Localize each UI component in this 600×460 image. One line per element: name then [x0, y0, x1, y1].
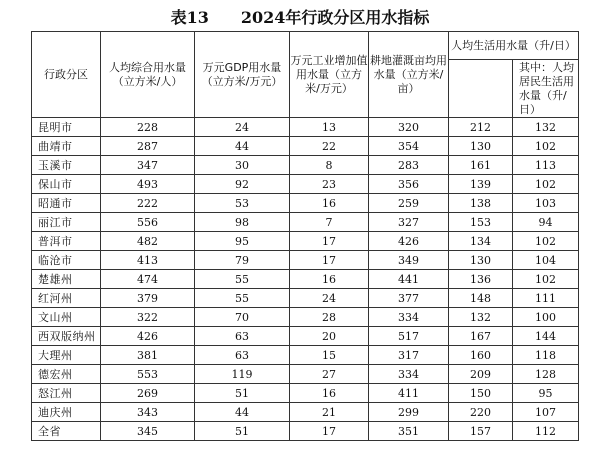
- gdp-cell: 51: [195, 422, 290, 441]
- domestic-cell: 161: [449, 156, 513, 175]
- industry-cell: 16: [290, 194, 369, 213]
- industry-cell: 17: [290, 251, 369, 270]
- header-region: 行政分区: [32, 32, 101, 118]
- region-cell: 大理州: [32, 346, 101, 365]
- gdp-cell: 53: [195, 194, 290, 213]
- per-capita-cell: 343: [101, 403, 195, 422]
- farmland-cell: 283: [369, 156, 449, 175]
- resident-cell: 102: [513, 175, 579, 194]
- gdp-cell: 55: [195, 270, 290, 289]
- resident-cell: 102: [513, 137, 579, 156]
- region-cell: 保山市: [32, 175, 101, 194]
- domestic-cell: 209: [449, 365, 513, 384]
- region-cell: 全省: [32, 422, 101, 441]
- region-cell: 曲靖市: [32, 137, 101, 156]
- industry-cell: 16: [290, 384, 369, 403]
- domestic-cell: 160: [449, 346, 513, 365]
- gdp-cell: 70: [195, 308, 290, 327]
- resident-cell: 104: [513, 251, 579, 270]
- gdp-cell: 92: [195, 175, 290, 194]
- region-cell: 红河州: [32, 289, 101, 308]
- industry-cell: 13: [290, 118, 369, 137]
- table-row: [32, 365, 579, 384]
- farmland-cell: 426: [369, 232, 449, 251]
- farmland-cell: 334: [369, 365, 449, 384]
- industry-cell: 17: [290, 422, 369, 441]
- per-capita-cell: 322: [101, 308, 195, 327]
- table-row: [32, 194, 579, 213]
- per-capita-cell: 474: [101, 270, 195, 289]
- farmland-cell: 354: [369, 137, 449, 156]
- industry-cell: 8: [290, 156, 369, 175]
- per-capita-cell: 287: [101, 137, 195, 156]
- farmland-cell: 377: [369, 289, 449, 308]
- resident-cell: 144: [513, 327, 579, 346]
- industry-cell: 20: [290, 327, 369, 346]
- header-gdp: 万元GDP用水量（立方米/万元）: [195, 32, 290, 118]
- industry-cell: 21: [290, 403, 369, 422]
- gdp-cell: 119: [195, 365, 290, 384]
- region-cell: 怒江州: [32, 384, 101, 403]
- domestic-cell: 139: [449, 175, 513, 194]
- industry-cell: 23: [290, 175, 369, 194]
- domestic-cell: 138: [449, 194, 513, 213]
- per-capita-cell: 553: [101, 365, 195, 384]
- region-cell: 临沧市: [32, 251, 101, 270]
- table-title: 表13 2024年行政分区用水指标: [170, 8, 430, 27]
- table-row: [32, 289, 579, 308]
- gdp-cell: 79: [195, 251, 290, 270]
- domestic-cell: 130: [449, 137, 513, 156]
- gdp-cell: 55: [195, 289, 290, 308]
- region-cell: 文山州: [32, 308, 101, 327]
- header-industry: 万元工业增加值用水量（立方米/万元）: [290, 32, 369, 118]
- per-capita-cell: 413: [101, 251, 195, 270]
- resident-cell: 100: [513, 308, 579, 327]
- gdp-cell: 63: [195, 327, 290, 346]
- per-capita-cell: 493: [101, 175, 195, 194]
- gdp-cell: 44: [195, 403, 290, 422]
- domestic-cell: 157: [449, 422, 513, 441]
- resident-cell: 113: [513, 156, 579, 175]
- domestic-cell: 153: [449, 213, 513, 232]
- farmland-cell: 517: [369, 327, 449, 346]
- per-capita-cell: 222: [101, 194, 195, 213]
- industry-cell: 28: [290, 308, 369, 327]
- farmland-cell: 411: [369, 384, 449, 403]
- table-row: [32, 327, 579, 346]
- table-row: [32, 403, 579, 422]
- industry-cell: 7: [290, 213, 369, 232]
- table-row: [32, 308, 579, 327]
- farmland-cell: 441: [369, 270, 449, 289]
- domestic-cell: 212: [449, 118, 513, 137]
- gdp-cell: 98: [195, 213, 290, 232]
- table-row: [32, 384, 579, 403]
- industry-cell: 15: [290, 346, 369, 365]
- table-row: [32, 118, 579, 137]
- table-row: [32, 213, 579, 232]
- per-capita-cell: 347: [101, 156, 195, 175]
- resident-cell: 95: [513, 384, 579, 403]
- resident-cell: 111: [513, 289, 579, 308]
- farmland-cell: 327: [369, 213, 449, 232]
- gdp-cell: 95: [195, 232, 290, 251]
- table-row: [32, 156, 579, 175]
- resident-cell: 118: [513, 346, 579, 365]
- domestic-cell: 148: [449, 289, 513, 308]
- domestic-cell: 136: [449, 270, 513, 289]
- resident-cell: 102: [513, 232, 579, 251]
- resident-cell: 112: [513, 422, 579, 441]
- farmland-cell: 259: [369, 194, 449, 213]
- farmland-cell: 351: [369, 422, 449, 441]
- per-capita-cell: 556: [101, 213, 195, 232]
- region-cell: 德宏州: [32, 365, 101, 384]
- table-row: [32, 251, 579, 270]
- industry-cell: 16: [290, 270, 369, 289]
- domestic-cell: 130: [449, 251, 513, 270]
- resident-cell: 103: [513, 194, 579, 213]
- farmland-cell: 334: [369, 308, 449, 327]
- gdp-cell: 51: [195, 384, 290, 403]
- per-capita-cell: 345: [101, 422, 195, 441]
- table-body: [32, 118, 579, 441]
- industry-cell: 22: [290, 137, 369, 156]
- per-capita-cell: 381: [101, 346, 195, 365]
- per-capita-cell: 269: [101, 384, 195, 403]
- resident-cell: 94: [513, 213, 579, 232]
- header-farmland: 耕地灌溉亩均用水量（立方米/亩）: [369, 32, 449, 118]
- per-capita-cell: 482: [101, 232, 195, 251]
- header-domestic-total: [449, 60, 513, 118]
- header-resident: 其中：人均居民生活用水量（升/日）: [513, 60, 579, 118]
- region-cell: 昭通市: [32, 194, 101, 213]
- farmland-cell: 317: [369, 346, 449, 365]
- region-cell: 普洱市: [32, 232, 101, 251]
- resident-cell: 128: [513, 365, 579, 384]
- gdp-cell: 44: [195, 137, 290, 156]
- resident-cell: 107: [513, 403, 579, 422]
- domestic-cell: 167: [449, 327, 513, 346]
- region-cell: 昆明市: [32, 118, 101, 137]
- industry-cell: 24: [290, 289, 369, 308]
- region-cell: 楚雄州: [32, 270, 101, 289]
- table-row: [32, 270, 579, 289]
- domestic-cell: 220: [449, 403, 513, 422]
- domestic-cell: 134: [449, 232, 513, 251]
- farmland-cell: 356: [369, 175, 449, 194]
- region-cell: 玉溪市: [32, 156, 101, 175]
- table-row: [32, 137, 579, 156]
- farmland-cell: 320: [369, 118, 449, 137]
- per-capita-cell: 426: [101, 327, 195, 346]
- per-capita-cell: 228: [101, 118, 195, 137]
- gdp-cell: 63: [195, 346, 290, 365]
- header-domestic: 人均生活用水量（升/日）: [449, 32, 579, 60]
- per-capita-cell: 379: [101, 289, 195, 308]
- region-cell: 迪庆州: [32, 403, 101, 422]
- region-cell: 西双版纳州: [32, 327, 101, 346]
- farmland-cell: 349: [369, 251, 449, 270]
- resident-cell: 132: [513, 118, 579, 137]
- table-row: [32, 422, 579, 441]
- gdp-cell: 30: [195, 156, 290, 175]
- gdp-cell: 24: [195, 118, 290, 137]
- resident-cell: 102: [513, 270, 579, 289]
- farmland-cell: 299: [369, 403, 449, 422]
- water-use-table: [31, 31, 579, 441]
- industry-cell: 17: [290, 232, 369, 251]
- domestic-cell: 132: [449, 308, 513, 327]
- region-cell: 丽江市: [32, 213, 101, 232]
- header-per-capita: 人均综合用水量（立方米/人）: [101, 32, 195, 118]
- industry-cell: 27: [290, 365, 369, 384]
- table-row: [32, 175, 579, 194]
- table-row: [32, 346, 579, 365]
- domestic-cell: 150: [449, 384, 513, 403]
- table-row: [32, 232, 579, 251]
